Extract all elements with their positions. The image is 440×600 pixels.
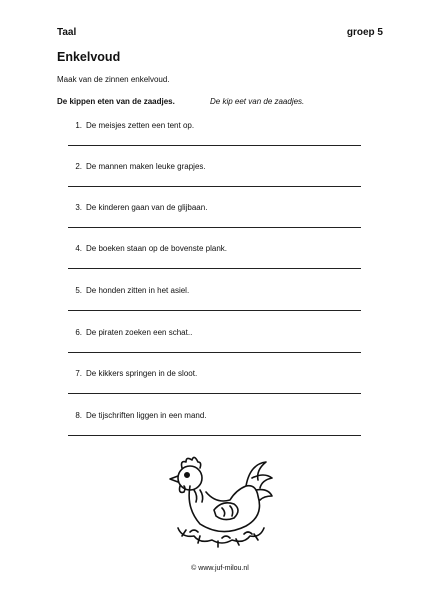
example-answer: De kip eet van de zaadjes. — [210, 97, 305, 106]
exercise-4 — [68, 244, 368, 284]
subject-label: Taal — [57, 27, 77, 38]
exercise-1 — [68, 121, 368, 161]
exercise-sentence: De honden zitten in het asiel. — [86, 286, 190, 295]
example-question: De kippen eten van de zaadjes. — [57, 97, 175, 106]
answer-line[interactable] — [68, 186, 361, 187]
answer-line[interactable] — [68, 227, 361, 228]
exercise-sentence: De boeken staan op de bovenste plank. — [86, 244, 227, 253]
copyright-footer: © www.juf-milou.nl — [191, 565, 249, 572]
exercise-sentence: De tijschriften liggen in een mand. — [86, 411, 207, 420]
exercise-number: 7. — [75, 369, 82, 378]
answer-line[interactable] — [68, 268, 361, 269]
exercise-6 — [68, 328, 368, 368]
exercise-7 — [68, 369, 368, 409]
exercise-number: 6. — [75, 328, 82, 337]
exercise-sentence: De kinderen gaan van de glijbaan. — [86, 203, 208, 212]
exercise-number: 1. — [75, 121, 82, 130]
exercise-sentence: De meisjes zetten een tent op. — [86, 121, 195, 130]
exercise-number: 8. — [75, 411, 82, 420]
answer-line[interactable] — [68, 393, 361, 394]
worksheet-title: Enkelvoud — [57, 50, 121, 64]
instruction-text: Maak van de zinnen enkelvoud. — [57, 75, 170, 84]
exercise-5 — [68, 286, 368, 326]
exercise-2 — [68, 162, 368, 202]
exercise-number: 4. — [75, 244, 82, 253]
group-label: groep 5 — [346, 27, 383, 38]
exercise-number: 3. — [75, 203, 82, 212]
exercise-number: 2. — [75, 162, 82, 171]
exercise-3 — [68, 203, 368, 243]
answer-line[interactable] — [68, 145, 361, 146]
exercise-8 — [68, 411, 368, 451]
answer-line[interactable] — [68, 352, 361, 353]
exercise-number: 5. — [75, 286, 82, 295]
exercise-sentence: De piraten zoeken een schat.. — [86, 328, 193, 337]
answer-line[interactable] — [68, 435, 361, 436]
answer-line[interactable] — [68, 310, 361, 311]
hen-icon — [160, 446, 280, 556]
exercise-sentence: De mannen maken leuke grapjes. — [86, 162, 206, 171]
exercise-sentence: De kikkers springen in de sloot. — [86, 369, 198, 378]
